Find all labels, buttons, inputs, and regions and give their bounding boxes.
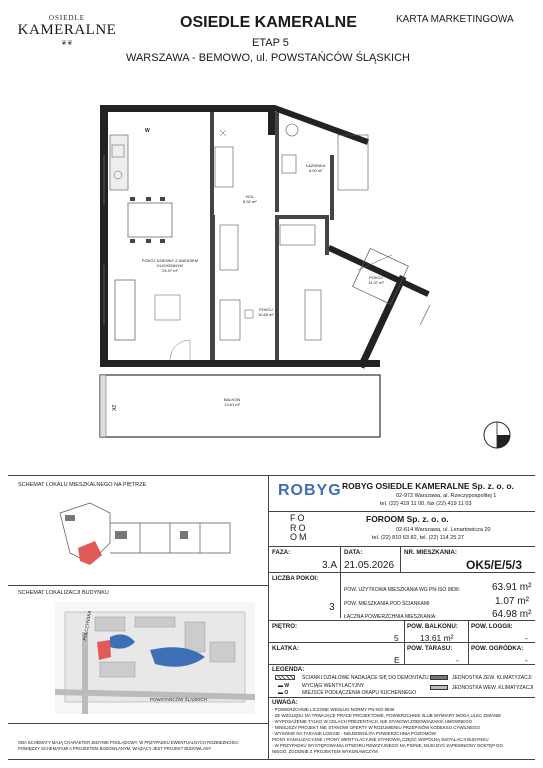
robyg-name: ROBYG OSIEDLE KAMERALNE Sp. z. o. o. <box>342 481 514 491</box>
logo-line2: KAMERALNE <box>17 22 117 38</box>
pokoje-value: 3 <box>329 602 335 613</box>
zk-marker: ZK <box>110 404 117 412</box>
room-name: BALKON <box>224 397 241 402</box>
logo-line1: OSIEDLE <box>48 14 86 22</box>
pow-laczna-value: 64.98 m² <box>492 609 532 620</box>
room-area: 8.92 m² <box>243 199 257 204</box>
foroom-logo-line: OM <box>290 532 309 542</box>
room-area: 5.00 m² <box>308 168 323 173</box>
logo-ornament: ❦❦ <box>61 40 73 47</box>
ogrodek-value: - <box>525 655 528 665</box>
room-area: 13.61 m² <box>224 402 241 407</box>
data-value: 21.05.2026 <box>344 560 395 571</box>
room-area: 24.97 m² <box>162 268 178 273</box>
pietro-value: 5 <box>394 633 399 643</box>
street-label-2: POLCZYŃSKA <box>82 610 93 641</box>
disclaimer-1: OBA SCHEMATY MAJĄ CHARAKTER JEDYNIE POGLĄDOWY. W PRZYPADKU EWENTUALNYCH ROZBIEŻNOŚCI <box>18 740 239 745</box>
legend-item-hood: MIEJSCE PODŁĄCZENIA OKAPU KUCHENNEGO <box>302 690 417 696</box>
ac-ext-swatch <box>430 675 448 680</box>
taras-label: POW. TARASU: <box>407 645 453 652</box>
legend-item-partition: ŚCIANKI DZIAŁOWE NADAJĄCE SIĘ DO DEMONTAŻU <box>302 675 429 681</box>
street-label-1: POWSTAŃCÓW ŚLĄSKICH <box>150 697 207 702</box>
robyg-address: 02-972 Warszawa, al. Rzeczypospolitej 1 <box>396 493 497 499</box>
pow-uzytkowa-label: POW. UŻYTKOWA MIESZKANIA WG PN-ISO 9836: <box>344 587 461 593</box>
pow-uzytkowa-value: 63.91 m² <box>492 582 532 593</box>
room-label-salon <box>140 258 200 273</box>
floor-plan <box>60 95 480 445</box>
pow-skosy-value: 1.07 m² <box>495 596 529 607</box>
room-area: 10.65 m² <box>258 312 274 317</box>
note-line: - WYPOSAŻENIE TYLKO W CELACH PREZENTACJI, NIE STANOWI ZOBOWIĄZANIA UMOWNEGO <box>272 719 473 724</box>
loggia-label: POW. LOGGII: <box>471 623 513 630</box>
balkon-label: POW. BALKONU: <box>407 623 458 630</box>
faza-value: 3.A <box>322 560 338 571</box>
room-label-pokoj2 <box>368 275 384 285</box>
ogrodek-label: POW. OGRÓDKA: <box>471 645 524 652</box>
notes-list <box>272 707 503 755</box>
robyg-logo: ROBYG <box>278 482 342 499</box>
data-label: DATA: <box>344 549 363 556</box>
foroom-logo <box>290 514 309 543</box>
room-label-hol <box>243 194 257 204</box>
location-schema-title: SCHEMAT LOKALIZACJI BUDYNKU <box>18 590 109 596</box>
room-name: POKÓJ <box>369 275 383 280</box>
stage-subtitle: ETAP 5 <box>252 37 289 49</box>
loggia-value: - <box>525 633 528 643</box>
legend-w-symbol: ▬ W <box>278 683 290 689</box>
legend-partition-swatch <box>275 675 295 680</box>
pow-skosy-label: POW. MIESZKANIA POD ŚCIANKAMI <box>344 601 430 607</box>
room-name: HOL <box>245 194 254 199</box>
card-type: KARTA MARKETINGOWA <box>396 14 514 25</box>
page-title: OSIEDLE KAMERALNE <box>180 14 357 31</box>
note-line: PIONY KANALIZACYJNE I PIONY WENTYLACYJNE STANOWIĄ CZĘŚĆ WSPÓLNĄ INSTALACJI BUDYNKU <box>272 737 489 742</box>
room-name: POKÓJ DZIENNY Z ANEKSEM KUCHENNYM <box>141 258 199 268</box>
foroom-phone: tel. (22) 810 63 82, tel. (22) 114 25 27 <box>372 535 464 541</box>
note-line: NIEGO, ZGODNIE Z PROJEKTEM WYKONAWCZYM <box>272 749 378 754</box>
room-label-lazienka <box>306 163 325 173</box>
room-label-balkon <box>224 397 240 407</box>
floor-schema-diagram <box>50 493 250 583</box>
disclaimer-2: POMIĘDZY SCHEMATAMI A PROJEKTEM BUDOWLANYM, WIĄŻĄCY JEST PROJEKT BUDOWLANY <box>18 746 212 751</box>
note-line: - POWIERZCHNIE LICZONE WEDŁUG NORMY PN-ISO 9836 <box>272 707 395 712</box>
note-line: - WYSOKIE NA TARASIE LOGGIE - NIEJEDNOLITA POWIERZCHNIA POZIOMÓW <box>272 731 436 736</box>
floor-schema-title: SCHEMAT LOKALU MIESZKALNEGO NA PIĘTRZE <box>18 482 147 488</box>
klatka-value: E <box>394 655 400 665</box>
note-line: - W PRZYPADKU WYSTĘPOWANIA OTWORU REWIZYJNEGO NA PIONIE, MUSI BYĆ ZAPEWNIONY DOSTĘP DO <box>272 743 503 748</box>
w-letter: W <box>284 683 290 689</box>
pietro-label: PIĘTRO: <box>272 623 298 630</box>
pokoje-label: LICZBA POKOI: <box>272 575 319 582</box>
note-line: - NINIEJSZY PROJEKT NIE STANOWI OFERTY W ROZUMIENIU PRZEPISÓW KODEKSU CYWILNEGO <box>272 725 480 730</box>
legend-o-symbol: ▬ O <box>278 690 289 696</box>
taras-value: - <box>456 655 459 665</box>
compass-icon <box>482 420 512 450</box>
klatka-label: KLATKA: <box>272 645 300 652</box>
legend-item-ac-int: JEDNOSTKA WEW. KLIMATYZACJI <box>452 685 534 691</box>
address: WARSZAWA - BEMOWO, ul. POWSTAŃCÓW ŚLĄSKICH <box>126 52 410 64</box>
balkon-value: 13.61 m² <box>420 633 454 643</box>
notes-title: UWAGA: <box>272 699 298 706</box>
foroom-address: 02-614 Warszawa, ul. Lenartowicza 20 <box>396 527 491 533</box>
faza-label: FAZA: <box>272 549 291 556</box>
room-name: ŁAZIENKA <box>306 163 326 168</box>
robyg-phone: tel. (22) 419 11 00, fax (22) 419 11 03 <box>380 501 472 507</box>
o-letter: O <box>284 690 289 696</box>
nr-label: NR. MIESZKANIA: <box>404 549 457 556</box>
nr-value: OK5/E/5/3 <box>466 558 523 572</box>
room-area: 14.37 m² <box>368 280 384 285</box>
w-marker: W <box>145 128 150 134</box>
ac-int-swatch <box>430 685 448 690</box>
note-line: - ZE WZGLĘDU NA TRWAJĄCE PRACE PROJEKTOWE, POWIERZCHNIE I/LUB WYMIARY MOGĄ ULEC ZMIANIE <box>272 713 502 718</box>
pow-laczna-label: ŁĄCZNA POWIERZCHNIA MIESZKANIA: <box>344 614 437 620</box>
foroom-logo-line: RO <box>290 522 308 533</box>
legend-item-ac-ext: JEDNOSTKA ZEW. KLIMATYZACJI <box>452 675 532 681</box>
logo <box>12 14 122 47</box>
room-label-pokoj1 <box>258 307 274 317</box>
legend-item-vent: WYCIĄG WENTYLACYJNY <box>302 683 365 689</box>
foroom-logo-line: FO <box>290 513 307 523</box>
legend-title: LEGENDA: <box>272 666 305 673</box>
foroom-name: FOROOM Sp. z. o. o. <box>366 514 449 524</box>
room-name: POKÓJ <box>259 307 273 312</box>
